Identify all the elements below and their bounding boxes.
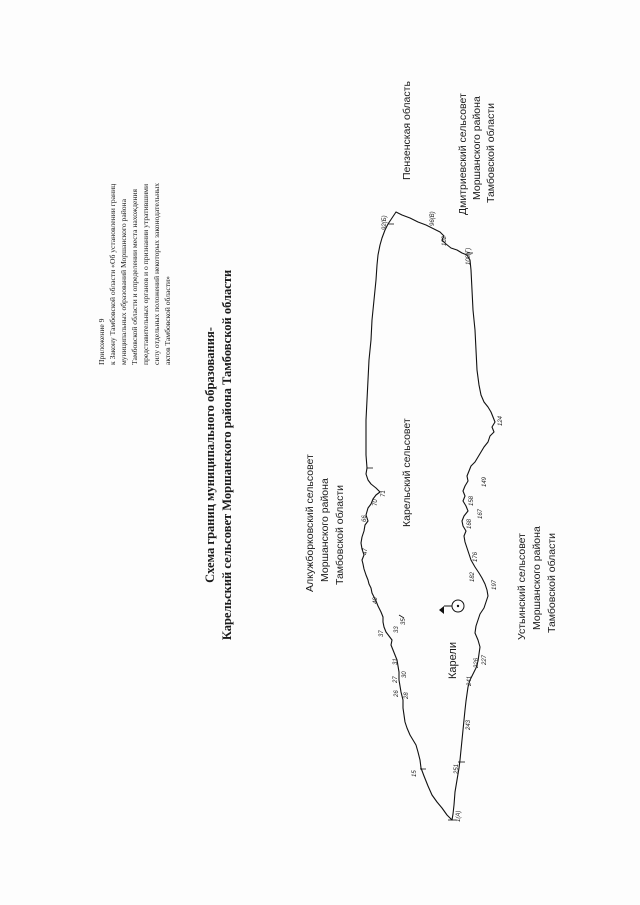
- point-label: 176: [473, 551, 479, 562]
- point-label: 70: [373, 499, 379, 506]
- region-alkuzhborkovsky-line-3: Тамбовской области: [334, 484, 346, 585]
- village-karely: [439, 600, 464, 679]
- tick-33: [399, 615, 404, 618]
- admin-center-icon: [439, 600, 464, 614]
- region-alkuzhborkovsky-line-2: Моршанского района: [319, 478, 331, 582]
- point-label: 108(Г): [466, 247, 472, 265]
- appendix-line-6: силу отдельных положений некоторых законодательных: [152, 182, 161, 365]
- point-label: 26: [394, 690, 400, 697]
- point-label: 197: [492, 579, 498, 590]
- appendix-line-2: к Закону Тамбовской области «Об установлении границ: [108, 183, 117, 365]
- region-penza-label: Пензенская область: [401, 81, 413, 180]
- appendix-line-3: муниципальных образований Моршанского района: [119, 199, 128, 365]
- region-alkuzhborkovsky: [304, 454, 346, 592]
- appendix-line-1: Приложение 9: [97, 318, 106, 365]
- region-dmitrievsky-line-1: Дмитриевский сельсовет: [457, 93, 469, 215]
- document-title: [203, 270, 234, 640]
- appendix-line-7: актов Тамбовской области»: [163, 276, 172, 365]
- village-karely-label: Карели: [447, 642, 459, 679]
- point-label: 35: [401, 618, 407, 625]
- region-ustyinsky: [516, 526, 558, 640]
- point-label: 92(Б): [382, 215, 388, 230]
- point-label: 167: [478, 508, 484, 519]
- point-label: 47: [363, 548, 369, 555]
- region-dmitrievsky: [457, 93, 497, 215]
- point-label: 96(В): [430, 211, 436, 226]
- point-label: 31: [393, 658, 399, 665]
- point-ticks: [367, 224, 473, 820]
- region-ustyinsky-line-2: Моршанского района: [531, 526, 543, 630]
- point-label: 102: [442, 235, 448, 246]
- point-label: 243: [466, 719, 472, 730]
- title-line-1: Схема границ муниципального образования-: [203, 327, 217, 583]
- point-label: 28: [404, 692, 410, 699]
- point-label: 168: [467, 518, 473, 529]
- point-label: 37: [379, 630, 385, 637]
- point-label: 227: [482, 654, 488, 665]
- point-label: 66: [362, 515, 368, 522]
- region-penza: [401, 81, 413, 180]
- region-ustyinsky-line-1: Устьинский сельсовет: [516, 533, 528, 640]
- region-dmitrievsky-line-3: Тамбовской области: [485, 102, 497, 203]
- point-label: 30: [402, 671, 408, 678]
- title-line-2: Карельский сельсовет Моршанского района Тамбовской области: [220, 269, 234, 641]
- region-alkuzhborkovsky-line-1: Алкужборковский сельсовет: [304, 454, 316, 592]
- point-label: 124: [498, 415, 504, 426]
- boundary-outline: [361, 212, 495, 820]
- region-karelsky-label: Карельский сельсовет: [401, 418, 413, 527]
- point-label: 15: [412, 770, 418, 777]
- point-label: 182: [470, 571, 476, 582]
- region-ustyinsky-line-3: Тамбовской области: [546, 532, 558, 633]
- point-label: 158: [469, 495, 475, 506]
- region-karelsky: [401, 418, 413, 527]
- point-label: 226: [474, 657, 480, 668]
- point-label: 71: [381, 490, 387, 497]
- point-label: 241: [467, 675, 473, 686]
- appendix-line-4: Тамбовской области и определении места нахождения: [130, 189, 139, 365]
- point-label: 33: [394, 626, 400, 633]
- point-label: 40: [373, 597, 379, 604]
- point-label: 1(А): [456, 810, 462, 822]
- region-dmitrievsky-line-2: Моршанского района: [471, 96, 483, 200]
- point-label: 27: [393, 676, 399, 683]
- point-label: 251: [454, 763, 460, 774]
- point-labels: [362, 211, 504, 822]
- appendix-block: [97, 183, 172, 365]
- appendix-line-5: представительных органов и о признании утратившими: [141, 183, 150, 365]
- point-label: 149: [482, 476, 488, 487]
